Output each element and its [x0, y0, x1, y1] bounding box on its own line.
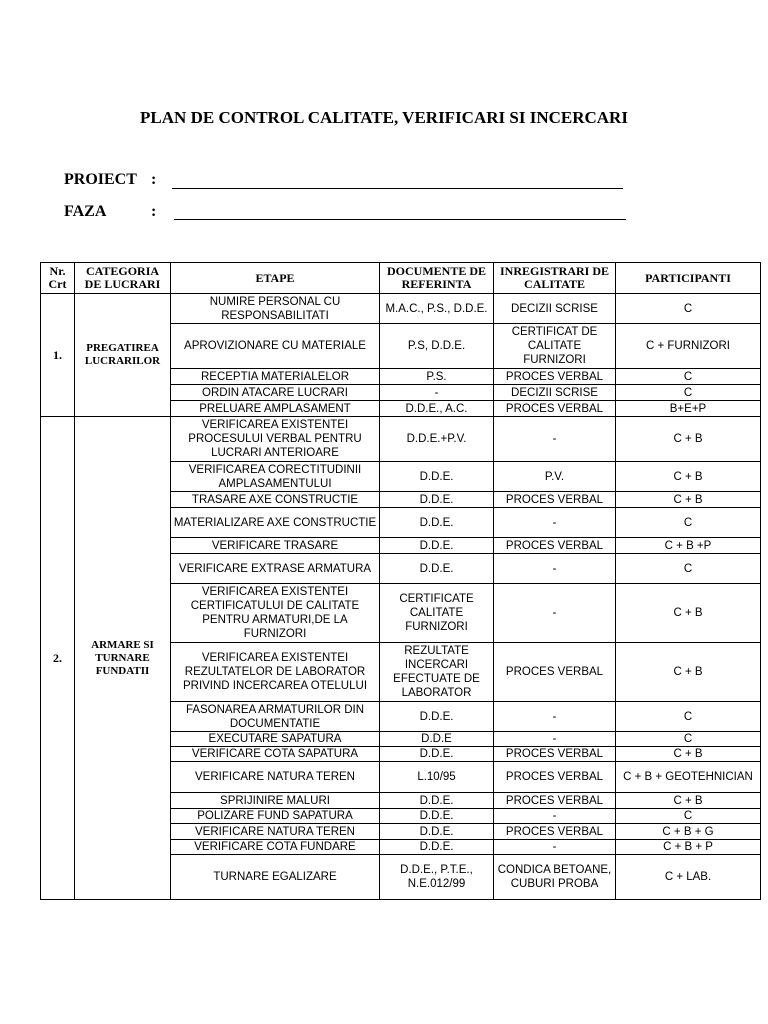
- cell-inregistrare: PROCES VERBAL: [494, 369, 616, 385]
- cell-participanti: C + B: [616, 462, 761, 492]
- cell-document: D.D.E.: [380, 793, 494, 809]
- proiect-colon: :: [151, 171, 157, 188]
- cell-inregistrare: CONDICA BETOANE, CUBURI PROBA: [494, 855, 616, 900]
- header-inregistrari: INREGISTRARI DE CALITATE: [494, 263, 616, 294]
- cell-document: D.D.E.: [380, 508, 494, 538]
- header-categorie: CATEGORIA DE LUCRARI: [75, 263, 171, 294]
- cell-etapa: NUMIRE PERSONAL CU RESPONSABILITATI: [171, 294, 380, 324]
- cell-etapa: VERIFICAREA EXISTENTEI PROCESULUI VERBAL PENTRU LUCRARI ANTERIOARE: [171, 417, 380, 462]
- cell-inregistrare: PROCES VERBAL: [494, 762, 616, 793]
- cell-etapa: VERIFICARE EXTRASE ARMATURA: [171, 554, 380, 584]
- cell-etapa: TURNARE EGALIZARE: [171, 855, 380, 900]
- cell-document: D.D.E.: [380, 462, 494, 492]
- cell-inregistrare: PROCES VERBAL: [494, 538, 616, 554]
- cell-inregistrare: -: [494, 702, 616, 732]
- cell-document: D.D.E.: [380, 809, 494, 824]
- table-row: [41, 417, 761, 462]
- cell-participanti: B+E+P: [616, 401, 761, 417]
- cell-etapa: VERIFICAREA CORECTITUDINII AMPLASAMENTULUI: [171, 462, 380, 492]
- cell-etapa: VERIFICARE NATURA TEREN: [171, 824, 380, 840]
- cell-etapa: POLIZARE FUND SAPATURA: [171, 809, 380, 824]
- header-documente: DOCUMENTE DE REFERINTA: [380, 263, 494, 294]
- cell-inregistrare: -: [494, 508, 616, 538]
- cell-etapa: VERIFICARE TRASARE: [171, 538, 380, 554]
- cell-inregistrare: -: [494, 732, 616, 747]
- cell-document: D.D.E.+P.V.: [380, 417, 494, 462]
- cell-participanti: C: [616, 732, 761, 747]
- cell-participanti: C: [616, 809, 761, 824]
- cell-participanti: C: [616, 554, 761, 584]
- cell-inregistrare: PROCES VERBAL: [494, 492, 616, 508]
- cell-participanti: C: [616, 385, 761, 401]
- cell-document: D.D.E., P.T.E., N.E.012/99: [380, 855, 494, 900]
- cell-participanti: C + B: [616, 492, 761, 508]
- cell-document: D.D.E: [380, 732, 494, 747]
- cell-participanti: C + B + P: [616, 840, 761, 855]
- cell-etapa: VERIFICARE NATURA TEREN: [171, 762, 380, 793]
- cell-document: D.D.E.: [380, 824, 494, 840]
- cell-document: CERTIFICATE CALITATE FURNIZORI: [380, 584, 494, 643]
- faza-colon: :: [151, 203, 157, 220]
- proiect-label: PROIECT: [64, 171, 137, 188]
- cell-document: REZULTATE INCERCARI EFECTUATE DE LABORATOR: [380, 643, 494, 702]
- cell-inregistrare: PROCES VERBAL: [494, 824, 616, 840]
- cell-inregistrare: -: [494, 417, 616, 462]
- cell-document: D.D.E.: [380, 554, 494, 584]
- cell-participanti: C: [616, 369, 761, 385]
- faza-line[interactable]: [174, 219, 626, 220]
- cell-etapa: APROVIZIONARE CU MATERIALE: [171, 324, 380, 369]
- group-nr: 2.: [41, 417, 75, 900]
- cell-document: M.A.C., P.S., D.D.E.: [380, 294, 494, 324]
- cell-inregistrare: DECIZII SCRISE: [494, 294, 616, 324]
- cell-participanti: C: [616, 702, 761, 732]
- group-category: PREGATIREA LUCRARILOR: [75, 294, 171, 417]
- cell-participanti: C: [616, 294, 761, 324]
- cell-participanti: C + B + G: [616, 824, 761, 840]
- cell-participanti: C + B: [616, 417, 761, 462]
- cell-etapa: SPRIJINIRE MALURI: [171, 793, 380, 809]
- cell-etapa: ORDIN ATACARE LUCRARI: [171, 385, 380, 401]
- cell-inregistrare: P.V.: [494, 462, 616, 492]
- cell-etapa: EXECUTARE SAPATURA: [171, 732, 380, 747]
- cell-inregistrare: PROCES VERBAL: [494, 401, 616, 417]
- cell-participanti: C + B +P: [616, 538, 761, 554]
- faza-label: FAZA: [64, 203, 107, 220]
- cell-etapa: TRASARE AXE CONSTRUCTIE: [171, 492, 380, 508]
- cell-etapa: PRELUARE AMPLASAMENT: [171, 401, 380, 417]
- table-header-row: [41, 263, 761, 294]
- cell-participanti: C + B: [616, 793, 761, 809]
- cell-inregistrare: -: [494, 809, 616, 824]
- cell-document: -: [380, 385, 494, 401]
- cell-inregistrare: PROCES VERBAL: [494, 643, 616, 702]
- cell-participanti: C + B: [616, 643, 761, 702]
- cell-document: D.D.E.: [380, 538, 494, 554]
- cell-inregistrare: PROCES VERBAL: [494, 793, 616, 809]
- cell-participanti: C + B: [616, 747, 761, 762]
- cell-inregistrare: -: [494, 554, 616, 584]
- cell-document: P.S, D.D.E.: [380, 324, 494, 369]
- cell-inregistrare: CERTIFICAT DE CALITATE FURNIZORI: [494, 324, 616, 369]
- cell-participanti: C + B + GEOTEHNICIAN: [616, 762, 761, 793]
- table-row: [41, 294, 761, 324]
- cell-document: P.S.: [380, 369, 494, 385]
- cell-etapa: RECEPTIA MATERIALELOR: [171, 369, 380, 385]
- cell-document: D.D.E.: [380, 702, 494, 732]
- cell-document: D.D.E., A.C.: [380, 401, 494, 417]
- cell-document: D.D.E.: [380, 840, 494, 855]
- header-etape: ETAPE: [171, 263, 380, 294]
- cell-inregistrare: -: [494, 584, 616, 643]
- cell-etapa: VERIFICARE COTA FUNDARE: [171, 840, 380, 855]
- cell-etapa: MATERIALIZARE AXE CONSTRUCTIE: [171, 508, 380, 538]
- cell-etapa: VERIFICAREA EXISTENTEI CERTIFICATULUI DE CALITATE PENTRU ARMATURI,DE LA FURNIZORI: [171, 584, 380, 643]
- group-nr: 1.: [41, 294, 75, 417]
- cell-participanti: C + LAB.: [616, 855, 761, 900]
- cell-participanti: C: [616, 508, 761, 538]
- cell-etapa: VERIFICARE COTA SAPATURA: [171, 747, 380, 762]
- document-title: PLAN DE CONTROL CALITATE, VERIFICARI SI INCERCARI: [140, 108, 628, 127]
- cell-etapa: FASONAREA ARMATURILOR DIN DOCUMENTATIE: [171, 702, 380, 732]
- cell-document: L.10/95: [380, 762, 494, 793]
- cell-document: D.D.E.: [380, 747, 494, 762]
- header-participanti: PARTICIPANTI: [616, 263, 761, 294]
- cell-participanti: C + FURNIZORI: [616, 324, 761, 369]
- proiect-line[interactable]: [172, 188, 623, 189]
- cell-participanti: C + B: [616, 584, 761, 643]
- cell-inregistrare: PROCES VERBAL: [494, 747, 616, 762]
- cell-inregistrare: DECIZII SCRISE: [494, 385, 616, 401]
- cell-etapa: VERIFICAREA EXISTENTEI REZULTATELOR DE LABORATOR PRIVIND INCERCAREA OTELULUI: [171, 643, 380, 702]
- quality-control-table: [40, 262, 761, 900]
- header-nr: Nr. Crt: [41, 263, 75, 294]
- cell-document: D.D.E.: [380, 492, 494, 508]
- group-category: ARMARE SI TURNARE FUNDATII: [75, 417, 171, 900]
- cell-inregistrare: -: [494, 840, 616, 855]
